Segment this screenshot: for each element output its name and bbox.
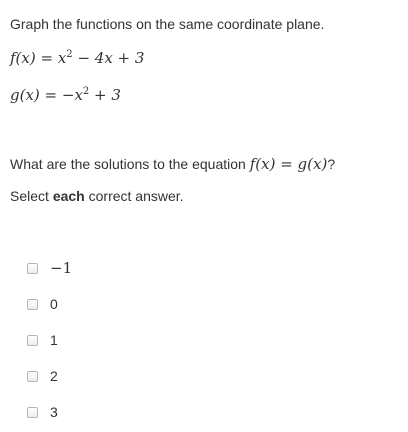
checkbox-icon[interactable]: [27, 335, 38, 346]
choice-option-2[interactable]: [27, 295, 58, 313]
checkbox-icon[interactable]: [27, 263, 38, 274]
select-part1: Select: [10, 188, 53, 204]
select-bold: each: [52, 188, 85, 204]
question-part1: What are the solutions to the equation: [10, 156, 250, 172]
choice-label: 3: [50, 404, 58, 420]
g-term2: + 3: [89, 86, 121, 104]
checkbox-icon[interactable]: [27, 299, 38, 310]
instruction-text: Graph the functions on the same coordinate plane.: [10, 16, 325, 32]
checkbox-icon[interactable]: [27, 371, 38, 382]
choice-label: −1: [50, 259, 73, 277]
f-term1: x: [57, 49, 67, 67]
choice-label: 2: [50, 368, 58, 384]
question-text: [10, 155, 335, 173]
checkbox-icon[interactable]: [27, 407, 38, 418]
choice-label: 1: [50, 332, 58, 348]
question-part2: ?: [327, 156, 336, 172]
equals-sign: =: [39, 86, 62, 104]
choice-option-1[interactable]: [27, 259, 72, 277]
f-name: f(x): [10, 49, 36, 67]
g-exponent: 2: [82, 86, 90, 97]
function-g-equation: [10, 86, 121, 104]
f-term2: − 4x + 3: [72, 49, 145, 67]
function-f-equation: [10, 49, 144, 67]
select-instruction: [10, 187, 184, 205]
f-exponent: 2: [66, 49, 73, 60]
equals-sign: =: [35, 49, 58, 67]
g-name: g(x): [10, 86, 40, 104]
g-term1: −x: [61, 86, 83, 104]
choice-option-4[interactable]: [27, 367, 58, 385]
question-equation: f(x) = g(x): [249, 155, 328, 173]
choice-option-5[interactable]: [27, 403, 58, 421]
select-part2: correct answer.: [84, 188, 184, 204]
choice-label: 0: [50, 296, 58, 312]
choice-option-3[interactable]: [27, 331, 58, 349]
